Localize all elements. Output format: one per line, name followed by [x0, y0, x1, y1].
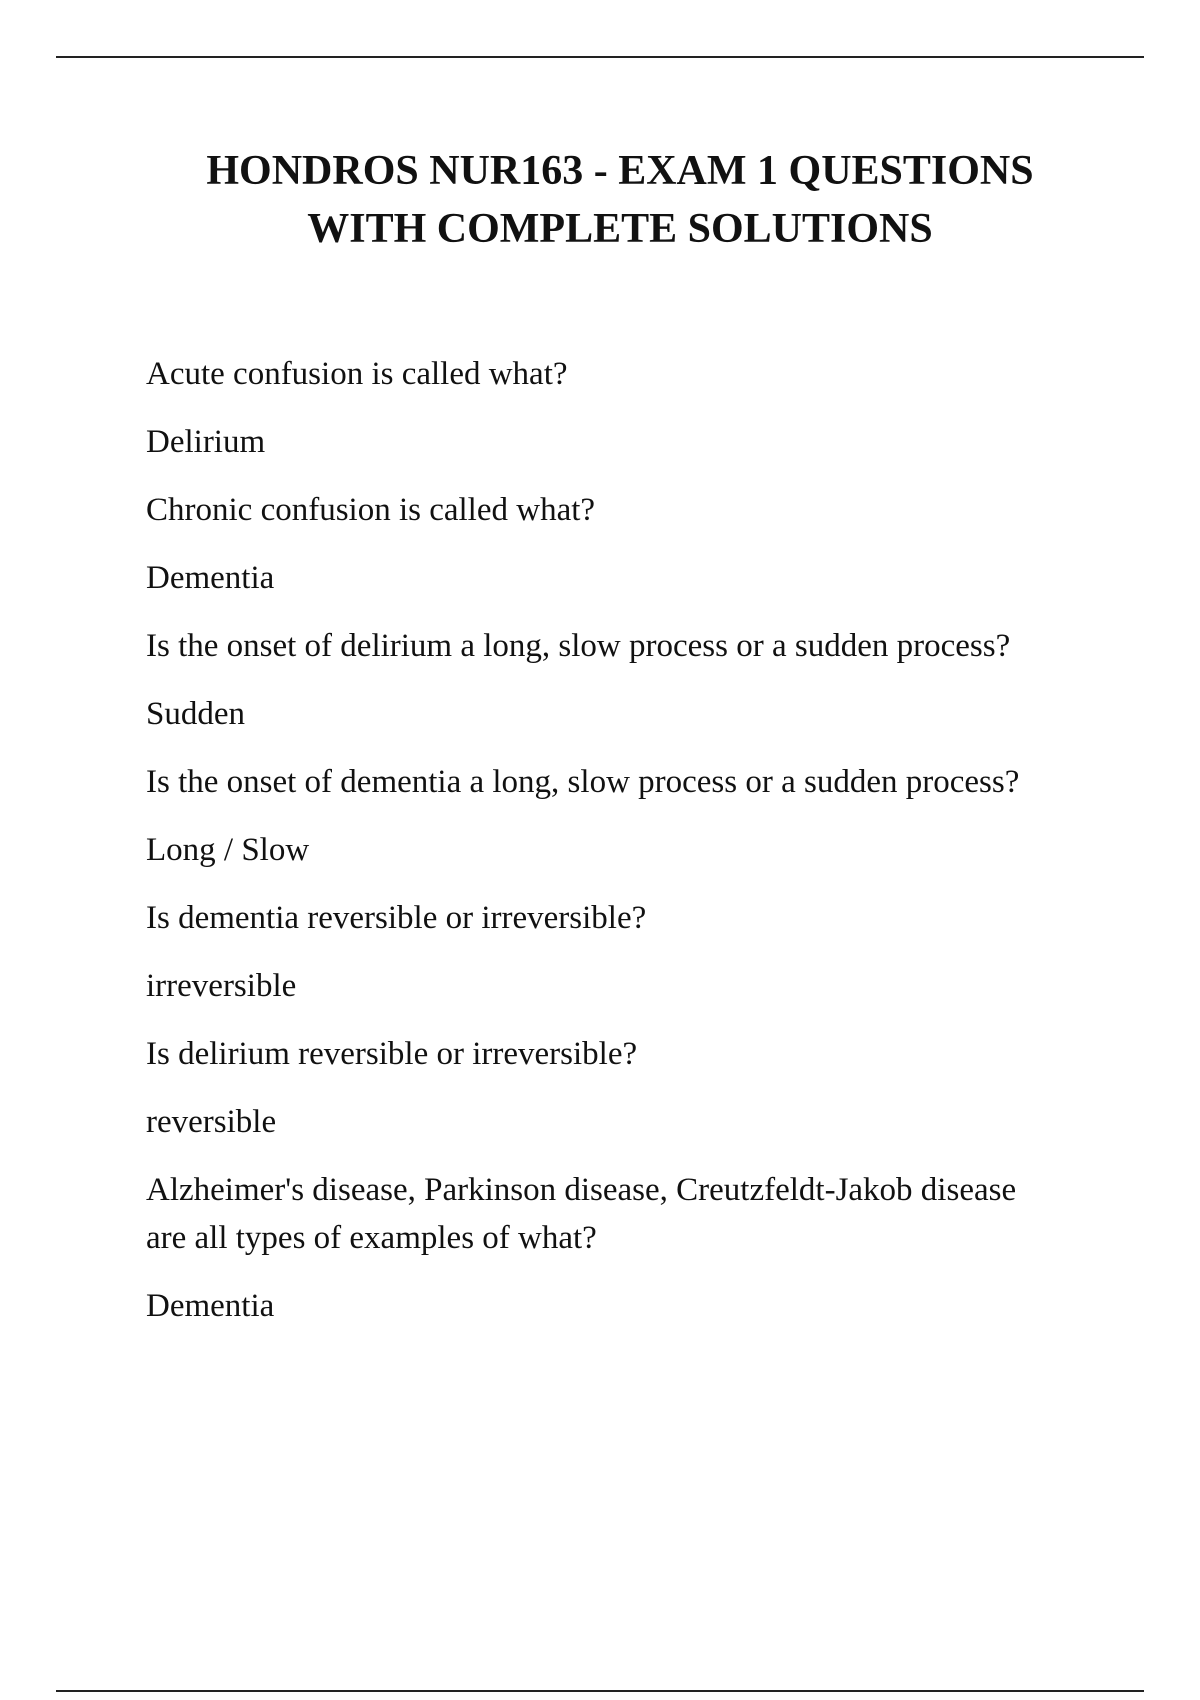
question-text: Acute confusion is called what?	[146, 356, 568, 392]
question-text: Chronic confusion is called what?	[146, 492, 596, 528]
bottom-divider	[56, 1690, 1144, 1692]
question-text: Is the onset of dementia a long, slow process or a sudden process?	[146, 764, 1020, 800]
question-text: Is the onset of delirium a long, slow process or a sudden process?	[146, 628, 1011, 664]
answer-text: Long / Slow	[146, 832, 310, 868]
answer-text: irreversible	[146, 968, 297, 1004]
answer-text: Dementia	[146, 560, 275, 596]
document-title	[130, 142, 1110, 258]
answer-text: Sudden	[146, 696, 245, 732]
question-text: Alzheimer's disease, Parkinson disease, Creutzfeldt-Jakob disease are all types of examples of what?	[146, 1172, 1017, 1256]
title-line-1: HONDROS NUR163 - EXAM 1 QUESTIONS	[206, 148, 1034, 194]
answer-text: Dementia	[146, 1288, 275, 1324]
answer-text: reversible	[146, 1104, 277, 1140]
answer-text: Delirium	[146, 424, 266, 460]
title-line-2: WITH COMPLETE SOLUTIONS	[307, 206, 933, 252]
top-divider	[56, 56, 1144, 58]
question-text: Is delirium reversible or irreversible?	[146, 1036, 638, 1072]
question-text: Is dementia reversible or irreversible?	[146, 900, 647, 936]
qa-list	[146, 350, 1026, 1350]
